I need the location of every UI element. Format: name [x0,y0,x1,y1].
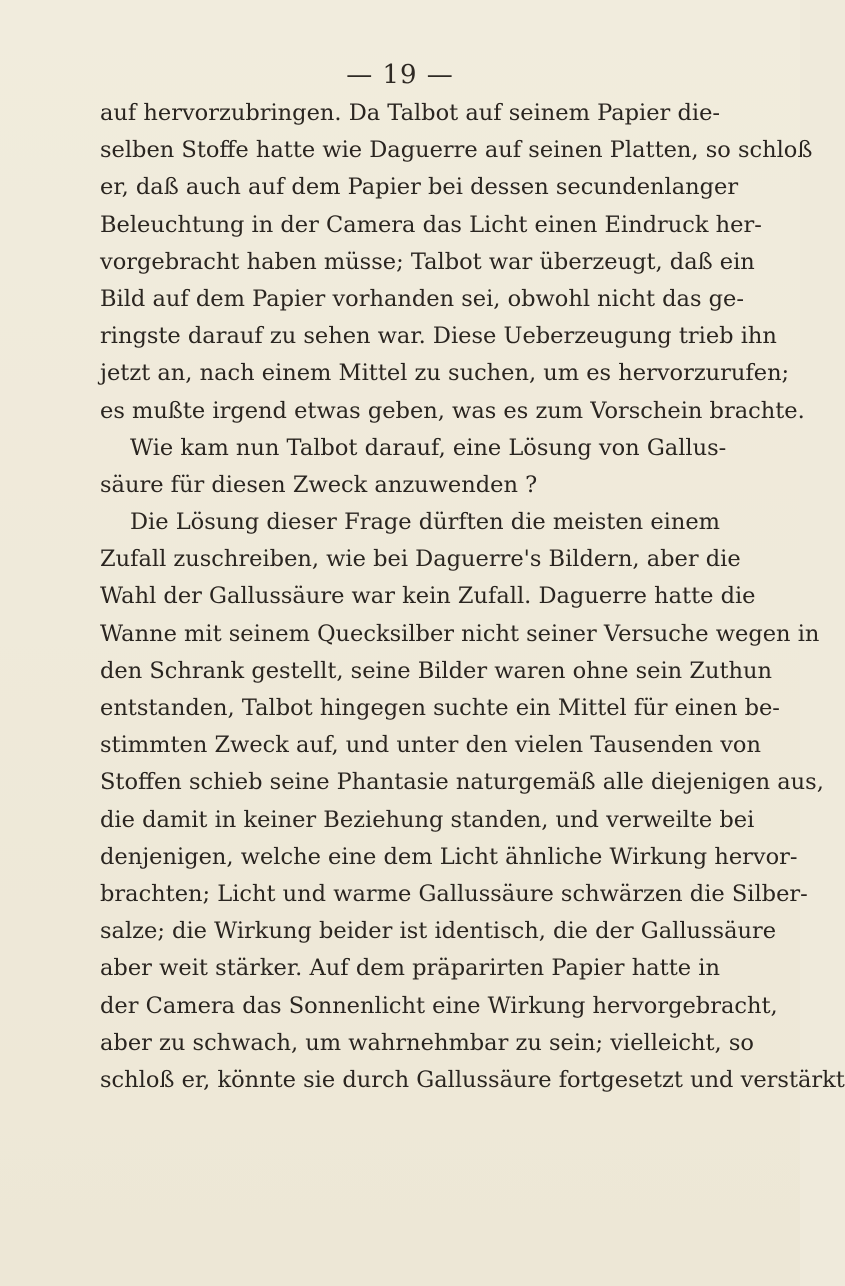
text-line: Wahl der Gallussäure war kein Zufall. Daguerre hatte die [100,583,756,610]
text-line: Wanne mit seinem Quecksilber nicht seiner Versuche wegen in [100,620,820,647]
text-line: er, daß auch auf dem Papier bei dessen secundenlanger [100,174,739,201]
text-line: säure für diesen Zweck anzuwenden ? [100,471,538,498]
text-line: Stoffen schieb seine Phantasie naturgemäß alle diejenigen aus, [100,769,824,796]
text-line: Wie kam nun Talbot darauf, eine Lösung von Gallus- [130,434,727,461]
body-text [100,95,845,1099]
text-line: der Camera das Sonnenlicht eine Wirkung hervorgebracht, [100,992,778,1019]
text-line: den Schrank gestellt, seine Bilder waren ohne sein Zuthun [100,657,772,684]
text-line: brachten; Licht und warme Gallussäure schwärzen die Silber- [100,880,808,907]
text-line: Bild auf dem Papier vorhanden sei, obwohl nicht das ge- [100,285,744,312]
text-line: aber weit stärker. Auf dem präparirten Papier hatte in [100,955,720,982]
text-line: selben Stoffe hatte wie Daguerre auf seinen Platten, so schloß [100,137,813,164]
text-line: schloß er, könnte sie durch Gallussäure fortgesetzt und verstärkt [100,1066,845,1093]
text-line: Die Lösung dieser Frage dürften die meisten einem [130,509,720,536]
text-line: vorgebracht haben müsse; Talbot war überzeugt, daß ein [100,248,755,275]
text-line: die damit in keiner Beziehung standen, und verweilte bei [100,806,755,833]
text-line: es mußte irgend etwas geben, was es zum Vorschein brachte. [100,397,805,424]
text-line: auf hervorzubringen. Da Talbot auf seinem Papier die- [100,100,720,126]
text-line: ringste darauf zu sehen war. Diese Ueberzeugung trieb ihn [100,323,777,350]
text-line: jetzt an, nach einem Mittel zu suchen, um es hervorzurufen; [100,360,790,387]
text-line: stimmten Zweck auf, und unter den vielen Tausenden von [100,732,761,759]
text-line: salze; die Wirkung beider ist identisch, die der Gallussäure [100,918,777,945]
text-line: Zufall zuschreiben, wie bei Daguerre's Bildern, aber die [100,546,741,573]
page-number: — 19 — [346,60,454,90]
text-line: Beleuchtung in der Camera das Licht einen Eindruck her- [100,211,762,238]
text-line: aber zu schwach, um wahrnehmbar zu sein; vielleicht, so [100,1029,754,1056]
text-line: denjenigen, welche eine dem Licht ähnliche Wirkung hervor- [100,843,798,870]
text-line: entstanden, Talbot hingegen suchte ein Mittel für einen be- [100,695,780,721]
